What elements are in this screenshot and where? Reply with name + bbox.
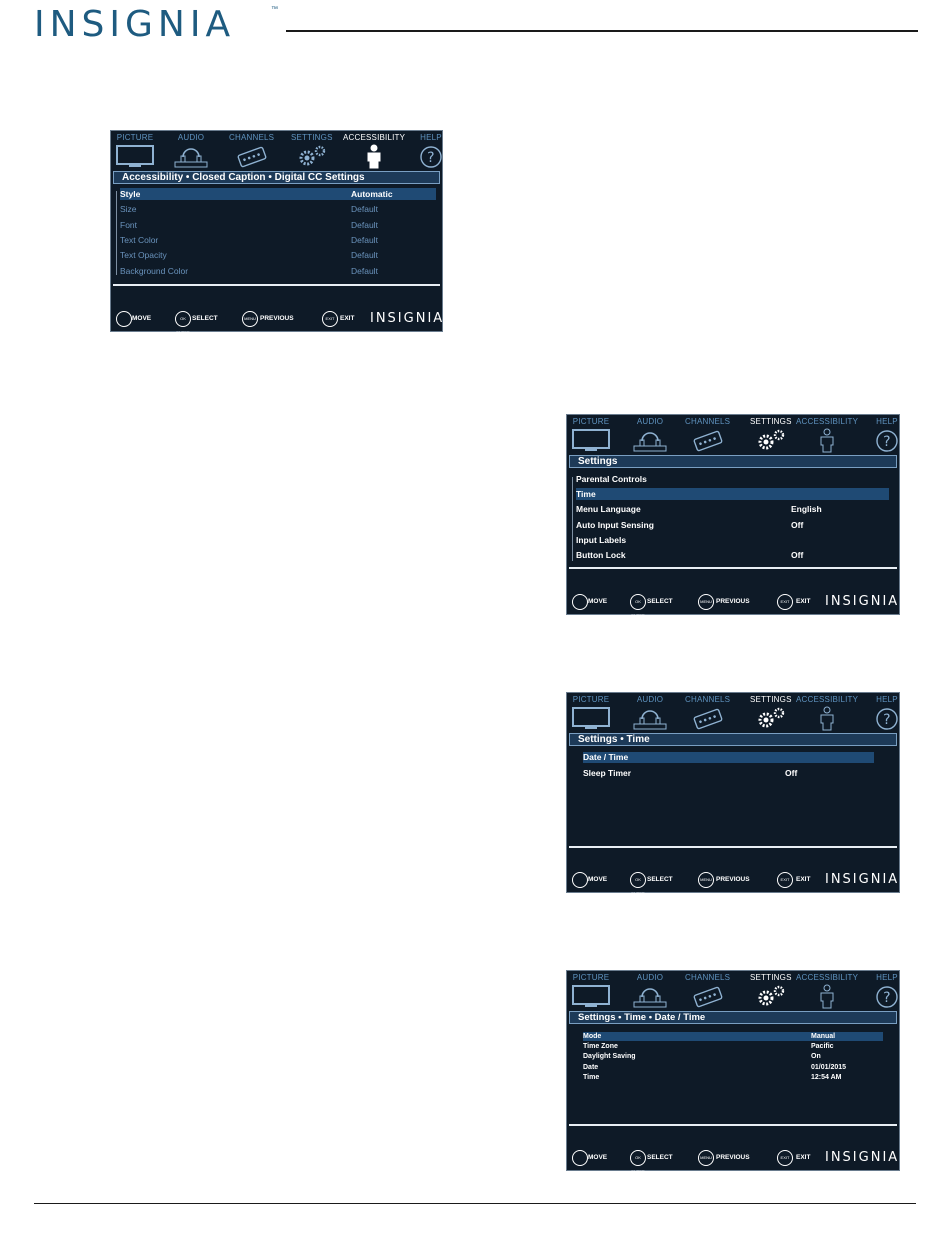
tab-bar — [111, 131, 442, 171]
menu-item-label: Mode — [583, 1033, 602, 1040]
menu-icon: MENU — [698, 1150, 714, 1166]
tab-audio[interactable] — [171, 133, 211, 169]
tab-settings[interactable] — [750, 695, 792, 731]
exit-icon: EXIT — [777, 872, 793, 888]
help-icon — [867, 705, 907, 731]
tv-icon — [571, 705, 611, 731]
select-label: SELECT — [647, 598, 673, 605]
move-label: MOVE — [588, 1154, 608, 1161]
menu-footer — [567, 868, 900, 896]
menu-item-label: Style — [120, 189, 141, 199]
exit-icon: EXIT — [777, 594, 793, 610]
headphones-icon — [171, 143, 211, 169]
help-icon — [411, 143, 451, 169]
menu-item-label: Daylight Saving — [583, 1053, 636, 1061]
gears-icon — [751, 983, 791, 1009]
menu-footer — [567, 1146, 900, 1174]
menu-item-value: Default — [351, 250, 378, 261]
menu-item-value: Default — [351, 204, 378, 215]
menu-item-value: Default — [351, 265, 378, 276]
brand-logo: INSIGNIA — [34, 4, 236, 45]
previous-label: PREVIOUS — [716, 1154, 750, 1161]
tab-label: PICTURE — [572, 973, 610, 982]
dpad-icon — [572, 594, 588, 610]
dpad-icon — [116, 311, 132, 327]
previous-label: PREVIOUS — [716, 598, 750, 605]
menu-item[interactable] — [576, 519, 889, 531]
tab-channels[interactable] — [229, 133, 274, 169]
menu-item[interactable] — [583, 1052, 883, 1061]
tab-channels[interactable] — [685, 973, 730, 1009]
move-label: MOVE — [132, 315, 152, 322]
menu-item-label: Time — [576, 489, 596, 500]
menu-footer — [111, 307, 445, 335]
exit-label: EXIT — [340, 315, 355, 322]
breadcrumb-title: Settings • Time — [569, 733, 897, 746]
svg-text:?: ? — [883, 712, 891, 728]
menu-item[interactable] — [583, 1073, 883, 1082]
scrollbar[interactable] — [116, 191, 117, 275]
menu-item-label: Menu Language — [576, 504, 641, 515]
tv-icon — [115, 143, 155, 169]
tv-icon — [571, 983, 611, 1009]
headphones-icon — [630, 705, 670, 731]
menu-item-label: Text Opacity — [120, 250, 167, 261]
svg-text:?: ? — [427, 150, 435, 166]
menu-icon: MENU — [698, 872, 714, 888]
remote-icon — [688, 983, 728, 1009]
tab-picture[interactable] — [571, 695, 611, 731]
breadcrumb-title: Settings • Time • Date / Time — [569, 1011, 897, 1024]
insignia-logo: INSIGNIA — [825, 872, 900, 887]
tab-label: SETTINGS — [750, 973, 792, 982]
menu-item[interactable] — [583, 1063, 883, 1072]
menu-item-label: Size — [120, 204, 137, 215]
menu-item-label: Time — [583, 1073, 600, 1081]
help-icon — [867, 427, 907, 453]
menu-item[interactable] — [576, 473, 889, 485]
tab-settings[interactable] — [291, 133, 333, 169]
tab-help[interactable] — [867, 417, 907, 453]
tab-audio[interactable] — [630, 973, 670, 1009]
menu-divider — [569, 846, 897, 848]
tab-label: ACCESSIBILITY — [796, 973, 859, 982]
menu-item-value: 12:54 AM — [811, 1073, 842, 1081]
help-icon — [867, 983, 907, 1009]
header-rule — [286, 30, 918, 32]
tab-help[interactable] — [867, 695, 907, 731]
scrollbar[interactable] — [572, 477, 573, 561]
tab-label: HELP — [876, 695, 898, 704]
menu-item[interactable] — [120, 249, 436, 261]
menu-item-label: Input Labels — [576, 534, 627, 545]
menu-item[interactable] — [576, 488, 889, 500]
menu-item[interactable] — [120, 234, 436, 246]
tab-label: AUDIO — [636, 417, 664, 426]
menu-icon: MENU — [242, 311, 258, 327]
svg-text:?: ? — [883, 990, 891, 1006]
exit-label: EXIT — [796, 876, 811, 883]
tab-label: SETTINGS — [750, 417, 792, 426]
person-icon — [807, 983, 847, 1009]
menu-item[interactable] — [583, 768, 874, 779]
remote-icon — [688, 427, 728, 453]
select-label: SELECT — [647, 876, 673, 883]
tab-help[interactable] — [867, 973, 907, 1009]
insignia-logo: INSIGNIA — [370, 311, 445, 326]
tab-label: AUDIO — [636, 695, 664, 704]
tab-label: CHANNELS — [685, 695, 731, 704]
move-label: MOVE — [588, 598, 608, 605]
tab-label: HELP — [876, 973, 898, 982]
tab-picture[interactable] — [571, 973, 611, 1009]
menu-item-label: Font — [120, 219, 138, 230]
menu-item-label: Text Color — [120, 234, 159, 245]
menu-item-value: Off — [785, 767, 798, 778]
insignia-logo: INSIGNIA — [825, 1150, 900, 1165]
menu-item-value: Automatic — [351, 189, 393, 199]
tab-channels[interactable] — [685, 695, 730, 731]
tab-bar — [567, 971, 899, 1011]
menu-item-value: Default — [351, 219, 378, 230]
previous-label: PREVIOUS — [716, 876, 750, 883]
menu-footer — [567, 590, 900, 618]
menu-icon: MENU — [698, 594, 714, 610]
menu-item-label: Parental Controls — [576, 474, 647, 484]
menu-item-value: Off — [791, 550, 804, 560]
tab-accessibility[interactable] — [343, 133, 405, 169]
tab-label: HELP — [876, 417, 898, 426]
ok-enter-icon: OK ENTER — [630, 594, 646, 610]
menu-item-value: On — [811, 1053, 821, 1061]
menu-divider — [113, 284, 440, 286]
person-icon — [807, 705, 847, 731]
menu-item[interactable] — [120, 188, 436, 200]
menu-item-value: English — [791, 504, 822, 515]
tab-label: ACCESSIBILITY — [343, 133, 406, 142]
menu-item-value: 01/01/2015 — [811, 1063, 847, 1071]
menu-item[interactable] — [120, 203, 436, 215]
tab-label: AUDIO — [177, 133, 205, 142]
menu-item-label: Date / Time — [583, 752, 629, 762]
tab-bar — [567, 693, 899, 733]
tv-menu-screen — [566, 692, 900, 896]
tab-label: AUDIO — [636, 973, 664, 982]
breadcrumb-title: Settings — [569, 455, 897, 468]
gears-icon — [751, 427, 791, 453]
menu-item-label: Button Lock — [576, 550, 626, 560]
remote-icon — [688, 705, 728, 731]
menu-item[interactable] — [576, 549, 889, 561]
tab-label: CHANNELS — [685, 417, 731, 426]
svg-text:?: ? — [883, 434, 891, 450]
menu-item-label: Date — [583, 1063, 599, 1071]
remote-icon — [232, 143, 272, 169]
menu-item[interactable] — [576, 503, 889, 515]
gears-icon — [751, 705, 791, 731]
tab-bar — [567, 415, 899, 455]
tab-audio[interactable] — [630, 417, 670, 453]
tab-label: SETTINGS — [291, 133, 333, 142]
person-icon — [807, 427, 847, 453]
tv-menu-screen — [110, 130, 445, 335]
breadcrumb-title: Accessibility • Closed Caption • Digital CC Settings — [113, 171, 440, 184]
tab-label: ACCESSIBILITY — [796, 695, 859, 704]
tv-icon — [571, 427, 611, 453]
tab-label: CHANNELS — [685, 973, 731, 982]
tab-help[interactable] — [411, 133, 451, 169]
headphones-icon — [630, 983, 670, 1009]
menu-item-label: Background Color — [120, 265, 189, 276]
menu-item-label: Time Zone — [583, 1043, 618, 1051]
menu-divider — [569, 1124, 897, 1126]
exit-icon: EXIT — [777, 1150, 793, 1166]
select-label: SELECT — [192, 315, 218, 322]
exit-icon: EXIT — [322, 311, 338, 327]
menu-item-value: Pacific — [811, 1043, 834, 1051]
tab-accessibility[interactable] — [796, 695, 858, 731]
menu-item-value: Manual — [811, 1033, 836, 1040]
tab-accessibility[interactable] — [796, 417, 858, 453]
tv-menu-screen — [566, 414, 900, 618]
menu-item-label: Auto Input Sensing — [576, 519, 654, 530]
tab-picture[interactable] — [571, 417, 611, 453]
menu-item-label: Sleep Timer — [583, 767, 632, 778]
menu-item-value: Default — [351, 234, 378, 245]
tab-label: PICTURE — [572, 417, 610, 426]
menu-item[interactable] — [120, 265, 436, 277]
footer-rule — [34, 1203, 916, 1204]
gears-icon — [292, 143, 332, 169]
tab-label: PICTURE — [572, 695, 610, 704]
ok-enter-icon: OK ENTER — [630, 1150, 646, 1166]
tab-label: SETTINGS — [750, 695, 792, 704]
exit-label: EXIT — [796, 598, 811, 605]
tab-audio[interactable] — [630, 695, 670, 731]
tab-label: CHANNELS — [229, 133, 275, 142]
menu-item[interactable] — [583, 752, 874, 763]
insignia-logo: INSIGNIA — [825, 594, 900, 609]
tab-picture[interactable] — [115, 133, 155, 169]
tab-channels[interactable] — [685, 417, 730, 453]
tab-settings[interactable] — [750, 973, 792, 1009]
select-label: SELECT — [647, 1154, 673, 1161]
menu-item-value: Off — [791, 519, 804, 530]
ok-enter-icon: OK ENTER — [630, 872, 646, 888]
tab-label: HELP — [420, 133, 442, 142]
menu-item[interactable] — [583, 1042, 883, 1051]
tab-label: ACCESSIBILITY — [796, 417, 859, 426]
trademark-symbol: ™ — [271, 6, 278, 13]
menu-item[interactable] — [120, 219, 436, 231]
tab-label: PICTURE — [116, 133, 154, 142]
dpad-icon — [572, 1150, 588, 1166]
tab-accessibility[interactable] — [796, 973, 858, 1009]
exit-label: EXIT — [796, 1154, 811, 1161]
dpad-icon — [572, 872, 588, 888]
move-label: MOVE — [588, 876, 608, 883]
menu-item[interactable] — [583, 1032, 883, 1041]
ok-enter-icon: OK ENTER — [175, 311, 191, 327]
person-icon — [354, 143, 394, 169]
tab-settings[interactable] — [750, 417, 792, 453]
tv-menu-screen — [566, 970, 900, 1174]
menu-item[interactable] — [576, 534, 889, 546]
menu-divider — [569, 567, 897, 569]
headphones-icon — [630, 427, 670, 453]
previous-label: PREVIOUS — [260, 315, 294, 322]
